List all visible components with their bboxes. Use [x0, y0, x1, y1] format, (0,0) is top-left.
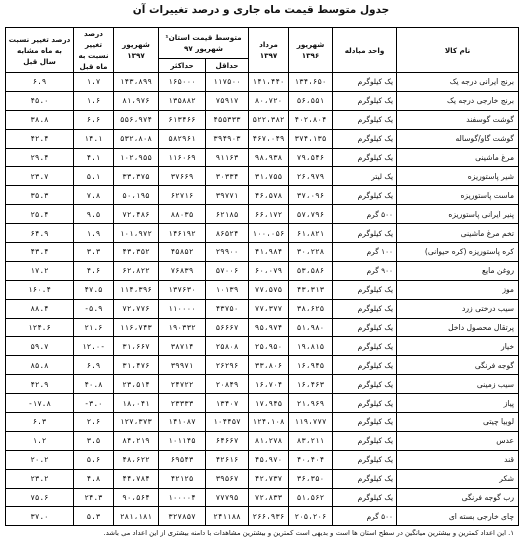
cell-max: ۲۴۷۲۲ — [159, 375, 206, 394]
cell-pct-year: ۱۷.۲ — [6, 261, 74, 280]
cell-unit: یک کیلوگرم — [333, 318, 397, 337]
cell-mordad-97: ۱۴۱،۴۴۰ — [249, 73, 289, 92]
cell-item-name: ماست پاستوریزه — [397, 186, 519, 205]
cell-pct-year: ۲۰.۲ — [6, 450, 74, 469]
cell-pct-year: ۴۳.۴ — [6, 243, 74, 262]
price-table — [5, 27, 519, 526]
table-row — [6, 394, 519, 413]
cell-pct-month: ۱.۹ — [74, 224, 114, 243]
cell-max: ۱۰۰۰۰۴ — [159, 488, 206, 507]
cell-pct-month: ۵.۱ — [74, 167, 114, 186]
table-row — [6, 318, 519, 337]
cell-item-name: مرغ ماشینی — [397, 148, 519, 167]
cell-unit: یک کیلوگرم — [333, 337, 397, 356]
cell-shahrivar-97: ۵۰،۱۹۵ — [114, 186, 159, 205]
cell-item-name: تخم مرغ ماشینی — [397, 224, 519, 243]
footnote: ۱. این اعداد کمترین و بیشترین میانگین در سطح استان ها است و بدیهی است کمترین و بیشترین مشاهدات با دامنه بیشتری از این اعداد می باشد. — [103, 529, 514, 537]
cell-item-name: خیار — [397, 337, 519, 356]
cell-mordad-97: ۱۲۴،۱۰۸ — [249, 413, 289, 432]
header-pct-month: درصد تغییر نسبت به ماه قبل — [74, 28, 114, 73]
cell-item-name: موز — [397, 280, 519, 299]
cell-item-name: سیب زمینی — [397, 375, 519, 394]
cell-shahrivar-97: ۷۲،۴۸۶ — [114, 205, 159, 224]
cell-shahrivar-96: ۱۱۹،۷۷۷ — [289, 413, 333, 432]
cell-shahrivar-97: ۸۱،۹۷۶ — [114, 91, 159, 110]
cell-shahrivar-96: ۳۸،۶۲۵ — [289, 299, 333, 318]
cell-shahrivar-97: ۳۱،۴۷۶ — [114, 356, 159, 375]
cell-item-name: شیر پاستوریزه — [397, 167, 519, 186]
cell-shahrivar-96: ۲۱،۹۶۹ — [289, 394, 333, 413]
cell-item-name: رب گوجه فرنگی — [397, 488, 519, 507]
cell-min: ۳۰۳۳۴ — [206, 167, 249, 186]
cell-pct-year: ۲۹.۴ — [6, 148, 74, 167]
cell-max: ۳۷۶۶۹ — [159, 167, 206, 186]
cell-pct-month: ۱۲.۰- — [74, 337, 114, 356]
header-pct-year: درصد تغییر نسبت به ماه مشابه سال قبل — [6, 28, 74, 73]
table-row — [6, 280, 519, 299]
cell-min: ۲۶۲۹۶ — [206, 356, 249, 375]
cell-pct-year: ۲۳.۷ — [6, 167, 74, 186]
cell-min: ۶۴۶۶۷ — [206, 431, 249, 450]
cell-min: ۴۲۶۱۶ — [206, 450, 249, 469]
cell-unit: یک کیلوگرم — [333, 224, 397, 243]
cell-min: ۱۰۴۴۵۷ — [206, 413, 249, 432]
cell-shahrivar-97: ۲۸۱،۱۸۱ — [114, 507, 159, 526]
cell-item-name: قند — [397, 450, 519, 469]
table-row — [6, 450, 519, 469]
cell-shahrivar-97: ۲۳،۵۱۴ — [114, 375, 159, 394]
cell-unit: یک کیلوگرم — [333, 488, 397, 507]
cell-item-name: گوشت گاو/گوساله — [397, 129, 519, 148]
cell-shahrivar-96: ۱۹،۸۱۵ — [289, 337, 333, 356]
cell-pct-month: ۴.۶ — [74, 261, 114, 280]
cell-pct-month: ۴۰.۸ — [74, 375, 114, 394]
cell-shahrivar-97: ۵۳۲،۸۰۸ — [114, 129, 159, 148]
cell-unit: یک کیلوگرم — [333, 110, 397, 129]
cell-unit: ۵۰۰ گرم — [333, 507, 397, 526]
cell-item-name: چای خارجی بسته ای — [397, 507, 519, 526]
cell-shahrivar-96: ۴۰۲،۸۰۴ — [289, 110, 333, 129]
cell-pct-month: ۵.۳ — [74, 507, 114, 526]
cell-pct-year: ۳۵.۳ — [6, 186, 74, 205]
cell-item-name: شکر — [397, 469, 519, 488]
cell-unit: یک کیلوگرم — [333, 129, 397, 148]
table-row — [6, 375, 519, 394]
cell-shahrivar-96: ۴۰،۴۰۴ — [289, 450, 333, 469]
cell-pct-year: ۱.۲ — [6, 431, 74, 450]
table-row — [6, 110, 519, 129]
cell-max: ۶۹۵۴۳ — [159, 450, 206, 469]
cell-unit: یک کیلوگرم — [333, 186, 397, 205]
cell-item-name: پیاز — [397, 394, 519, 413]
cell-shahrivar-96: ۱۶،۴۶۳ — [289, 375, 333, 394]
cell-unit: یک کیلوگرم — [333, 469, 397, 488]
cell-min: ۲۹۹۰۰ — [206, 243, 249, 262]
cell-max: ۷۶۸۳۹ — [159, 261, 206, 280]
cell-max: ۸۸۰۳۵ — [159, 205, 206, 224]
cell-min: ۴۳۷۵۰ — [206, 299, 249, 318]
cell-max: ۱۹۰۳۳۲ — [159, 318, 206, 337]
cell-unit: ۵۰۰ گرم — [333, 205, 397, 224]
cell-item-name: گوشت گوسفند — [397, 110, 519, 129]
cell-min: ۲۴۱۱۸۸ — [206, 507, 249, 526]
header-min: حداقل — [206, 59, 249, 73]
cell-pct-month: ۲۴.۳ — [74, 488, 114, 507]
cell-pct-month: ۱۴.۱ — [74, 129, 114, 148]
cell-shahrivar-96: ۷۹،۵۴۶ — [289, 148, 333, 167]
cell-min: ۹۱۱۶۳ — [206, 148, 249, 167]
cell-pct-year: -۱۷.۸ — [6, 394, 74, 413]
cell-pct-month: ۴.۱ — [74, 148, 114, 167]
cell-mordad-97: ۱۰۰،۰۵۶ — [249, 224, 289, 243]
cell-shahrivar-97: ۸۴،۲۱۹ — [114, 431, 159, 450]
cell-min: ۱۳۴۰۷ — [206, 394, 249, 413]
cell-shahrivar-97: ۷۲،۷۷۶ — [114, 299, 159, 318]
cell-max: ۱۱۰۰۰۰ — [159, 299, 206, 318]
cell-pct-month: ۲.۶ — [74, 413, 114, 432]
cell-pct-month: ۳.۵ — [74, 431, 114, 450]
cell-min: ۲۵۸۰۸ — [206, 337, 249, 356]
table-row — [6, 261, 519, 280]
cell-pct-year: ۴۵.۰ — [6, 91, 74, 110]
cell-pct-year: ۶.۳ — [6, 413, 74, 432]
table-row — [6, 469, 519, 488]
cell-pct-month: ۱.۷ — [74, 73, 114, 92]
cell-item-name: کره پاستوریزه (کره حیوانی) — [397, 243, 519, 262]
cell-pct-year: ۲۵.۴ — [6, 205, 74, 224]
cell-max: ۴۵۸۵۲ — [159, 243, 206, 262]
cell-pct-month: ۳.۳ — [74, 243, 114, 262]
cell-unit: یک کیلوگرم — [333, 356, 397, 375]
cell-unit: یک کیلوگرم — [333, 413, 397, 432]
cell-pct-month: ۶.۶ — [74, 110, 114, 129]
cell-mordad-97: ۴۶۷،۰۴۹ — [249, 129, 289, 148]
table-row — [6, 224, 519, 243]
table-row — [6, 148, 519, 167]
cell-shahrivar-97: ۱۲۷،۳۷۳ — [114, 413, 159, 432]
cell-min: ۷۵۹۱۷ — [206, 91, 249, 110]
cell-shahrivar-96: ۵۱،۵۶۲ — [289, 488, 333, 507]
cell-pct-year: ۴۲.۴ — [6, 129, 74, 148]
cell-shahrivar-96: ۱۶،۹۴۵ — [289, 356, 333, 375]
cell-shahrivar-96: ۳۷،۰۹۶ — [289, 186, 333, 205]
cell-item-name: برنج ایرانی درجه یک — [397, 73, 519, 92]
table-row — [6, 507, 519, 526]
cell-mordad-97: ۵۲۲،۳۸۲ — [249, 110, 289, 129]
cell-unit: یک لیتر — [333, 167, 397, 186]
cell-mordad-97: ۴۶،۵۷۸ — [249, 186, 289, 205]
cell-unit: یک کیلوگرم — [333, 73, 397, 92]
cell-pct-month: ۴.۸ — [74, 469, 114, 488]
cell-mordad-97: ۷۷،۵۷۵ — [249, 280, 289, 299]
cell-mordad-97: ۱۷،۹۴۵ — [249, 394, 289, 413]
cell-item-name: پنیر ایرانی پاستوریزه — [397, 205, 519, 224]
cell-mordad-97: ۱۶،۷۰۴ — [249, 375, 289, 394]
table-row — [6, 205, 519, 224]
cell-unit: یک کیلوگرم — [333, 431, 397, 450]
cell-pct-year: ۵۹.۷ — [6, 337, 74, 356]
cell-mordad-97: ۷۲،۸۳۳ — [249, 488, 289, 507]
cell-mordad-97: ۲۶۶،۹۳۶ — [249, 507, 289, 526]
cell-pct-year: ۴۲.۹ — [6, 375, 74, 394]
cell-pct-month: -۵.۹ — [74, 299, 114, 318]
table-row — [6, 299, 519, 318]
cell-min: ۲۰۸۴۹ — [206, 375, 249, 394]
cell-pct-month: ۷.۸ — [74, 186, 114, 205]
cell-unit: یک کیلوگرم — [333, 91, 397, 110]
cell-mordad-97: ۸۰،۷۲۰ — [249, 91, 289, 110]
cell-unit: یک کیلوگرم — [333, 375, 397, 394]
cell-shahrivar-96: ۳۷۴،۱۳۵ — [289, 129, 333, 148]
cell-min: ۳۹۴۹۰۳ — [206, 129, 249, 148]
cell-unit: یک کیلوگرم — [333, 299, 397, 318]
cell-shahrivar-97: ۳۳،۳۷۵ — [114, 167, 159, 186]
cell-shahrivar-96: ۶۱،۸۲۱ — [289, 224, 333, 243]
cell-shahrivar-96: ۸۳،۲۱۱ — [289, 431, 333, 450]
cell-mordad-97: ۶۰،۰۷۹ — [249, 261, 289, 280]
table-row — [6, 243, 519, 262]
cell-pct-month: -۳.۰ — [74, 394, 114, 413]
cell-mordad-97: ۷۷،۳۷۷ — [249, 299, 289, 318]
cell-unit: یک کیلوگرم — [333, 280, 397, 299]
cell-mordad-97: ۹۵،۹۷۴ — [249, 318, 289, 337]
cell-shahrivar-97: ۱۱۴،۳۹۶ — [114, 280, 159, 299]
table-row — [6, 91, 519, 110]
cell-max: ۱۴۱۰۸۷ — [159, 413, 206, 432]
cell-max: ۱۳۷۶۳۰ — [159, 280, 206, 299]
cell-mordad-97: ۸۱،۲۷۸ — [249, 431, 289, 450]
cell-pct-month: ۴۷.۵ — [74, 280, 114, 299]
cell-shahrivar-97: ۴۳،۳۵۲ — [114, 243, 159, 262]
table-row — [6, 431, 519, 450]
cell-shahrivar-96: ۵۷،۷۹۶ — [289, 205, 333, 224]
cell-shahrivar-97: ۱۸،۰۴۱ — [114, 394, 159, 413]
cell-unit: یک کیلوگرم — [333, 148, 397, 167]
cell-mordad-97: ۳۳،۸۰۶ — [249, 356, 289, 375]
cell-max: ۴۲۱۲۵ — [159, 469, 206, 488]
cell-max: ۱۳۵۸۸۲ — [159, 91, 206, 110]
cell-pct-year: ۶۴.۹ — [6, 224, 74, 243]
cell-min: ۵۶۶۶۷ — [206, 318, 249, 337]
header-item: نام کالا — [397, 28, 519, 73]
header-shahrivar-97: شهریور ۱۳۹۷ — [114, 28, 159, 73]
cell-mordad-97: ۹۸،۹۳۸ — [249, 148, 289, 167]
cell-max: ۱۶۵۰۰۰ — [159, 73, 206, 92]
cell-item-name: سیب درختی زرد — [397, 299, 519, 318]
cell-max: ۱۰۱۱۴۵ — [159, 431, 206, 450]
cell-pct-month: ۵.۶ — [74, 450, 114, 469]
cell-max: ۲۳۳۳۳ — [159, 394, 206, 413]
cell-item-name: پرتقال محصول داخل — [397, 318, 519, 337]
cell-pct-month: ۲۱.۶ — [74, 318, 114, 337]
cell-pct-year: ۸۵.۸ — [6, 356, 74, 375]
table-row — [6, 73, 519, 92]
cell-pct-year: ۶.۹ — [6, 73, 74, 92]
cell-shahrivar-96: ۲۰۵،۲۰۶ — [289, 507, 333, 526]
cell-shahrivar-97: ۵۵۶،۹۷۴ — [114, 110, 159, 129]
cell-unit: یک کیلوگرم — [333, 450, 397, 469]
cell-pct-month: ۹.۵ — [74, 205, 114, 224]
cell-min: ۳۹۷۷۱ — [206, 186, 249, 205]
cell-shahrivar-96: ۳۰،۲۲۸ — [289, 243, 333, 262]
table-row — [6, 413, 519, 432]
cell-unit: یک کیلوگرم — [333, 394, 397, 413]
table-row — [6, 129, 519, 148]
cell-max: ۳۸۷۱۴ — [159, 337, 206, 356]
cell-mordad-97: ۳۱،۷۵۵ — [249, 167, 289, 186]
table-row — [6, 488, 519, 507]
table-row — [6, 356, 519, 375]
table-title: جدول متوسط قیمت ماه جاری و درصد تغییرات آن — [132, 4, 390, 16]
cell-item-name: عدس — [397, 431, 519, 450]
cell-pct-year: ۳۸.۸ — [6, 110, 74, 129]
cell-shahrivar-97: ۱۱۶،۷۴۳ — [114, 318, 159, 337]
cell-min: ۷۷۷۹۵ — [206, 488, 249, 507]
cell-pct-month: ۶.۹ — [74, 356, 114, 375]
cell-shahrivar-96: ۴۳،۳۱۳ — [289, 280, 333, 299]
cell-shahrivar-96: ۲۶،۹۷۹ — [289, 167, 333, 186]
cell-item-name: گوجه فرنگی — [397, 356, 519, 375]
cell-mordad-97: ۴۱،۹۸۴ — [249, 243, 289, 262]
cell-shahrivar-96: ۳۶،۳۵۰ — [289, 469, 333, 488]
cell-mordad-97: ۴۵،۹۷۰ — [249, 450, 289, 469]
cell-item-name: لوبیا چیتی — [397, 413, 519, 432]
cell-shahrivar-97: ۱۴۳،۸۹۹ — [114, 73, 159, 92]
cell-max: ۶۲۷۱۶ — [159, 186, 206, 205]
header-unit: واحد مبادله — [333, 28, 397, 73]
cell-pct-year: ۷۵.۶ — [6, 488, 74, 507]
cell-shahrivar-96: ۵۳،۵۸۶ — [289, 261, 333, 280]
cell-min: ۸۶۵۲۴ — [206, 224, 249, 243]
cell-unit: ۹۰۰ گرم — [333, 261, 397, 280]
header-shahrivar-96: شهریور ۱۳۹۶ — [289, 28, 333, 73]
cell-shahrivar-96: ۵۶،۵۵۱ — [289, 91, 333, 110]
cell-max: ۳۲۷۸۵۷ — [159, 507, 206, 526]
table-row — [6, 186, 519, 205]
cell-item-name: برنج خارجی درجه یک — [397, 91, 519, 110]
cell-shahrivar-97: ۴۴،۷۸۴ — [114, 469, 159, 488]
table-row — [6, 337, 519, 356]
cell-min: ۱۰۱۳۹ — [206, 280, 249, 299]
cell-shahrivar-97: ۶۲،۸۲۲ — [114, 261, 159, 280]
cell-max: ۳۹۹۷۱ — [159, 356, 206, 375]
cell-shahrivar-96: ۵۱،۹۸۰ — [289, 318, 333, 337]
cell-max: ۶۱۳۴۶۶ — [159, 110, 206, 129]
cell-shahrivar-97: ۳۱،۶۶۷ — [114, 337, 159, 356]
cell-max: ۱۴۶۱۹۲ — [159, 224, 206, 243]
cell-pct-year: ۱۶۰.۴ — [6, 280, 74, 299]
cell-min: ۵۷۰۰۶ — [206, 261, 249, 280]
table-body — [6, 73, 519, 526]
cell-mordad-97: ۴۲،۷۳۷ — [249, 469, 289, 488]
cell-pct-month: ۱.۶ — [74, 91, 114, 110]
cell-min: ۳۹۵۶۷ — [206, 469, 249, 488]
table-row — [6, 167, 519, 186]
cell-min: ۴۵۵۳۳۳ — [206, 110, 249, 129]
cell-pct-year: ۸۸.۴ — [6, 299, 74, 318]
cell-mordad-97: ۶۶،۱۷۲ — [249, 205, 289, 224]
cell-shahrivar-96: ۱۳۴،۶۵۰ — [289, 73, 333, 92]
header-mordad-97: مرداد ۱۳۹۷ — [249, 28, 289, 73]
cell-max: ۵۸۲۹۶۱ — [159, 129, 206, 148]
header-max: حداکثر — [159, 59, 206, 73]
cell-min: ۶۲۱۸۵ — [206, 205, 249, 224]
cell-pct-year: ۱۲۴.۶ — [6, 318, 74, 337]
cell-shahrivar-97: ۱۰۲،۹۵۵ — [114, 148, 159, 167]
cell-shahrivar-97: ۴۸،۶۲۲ — [114, 450, 159, 469]
cell-shahrivar-97: ۱۰۱،۹۷۲ — [114, 224, 159, 243]
cell-unit: ۱۰۰ گرم — [333, 243, 397, 262]
cell-max: ۱۱۶۰۶۹ — [159, 148, 206, 167]
cell-mordad-97: ۲۵،۹۵۰ — [249, 337, 289, 356]
cell-pct-year: ۲۳.۲ — [6, 469, 74, 488]
cell-shahrivar-97: ۹۰،۵۶۴ — [114, 488, 159, 507]
cell-pct-year: ۳۷.۰ — [6, 507, 74, 526]
cell-item-name: روغن مایع — [397, 261, 519, 280]
cell-min: ۱۱۷۵۰۰ — [206, 73, 249, 92]
header-province-average: متوسط قیمت استان¹ شهریور ۹۷ — [159, 28, 249, 59]
